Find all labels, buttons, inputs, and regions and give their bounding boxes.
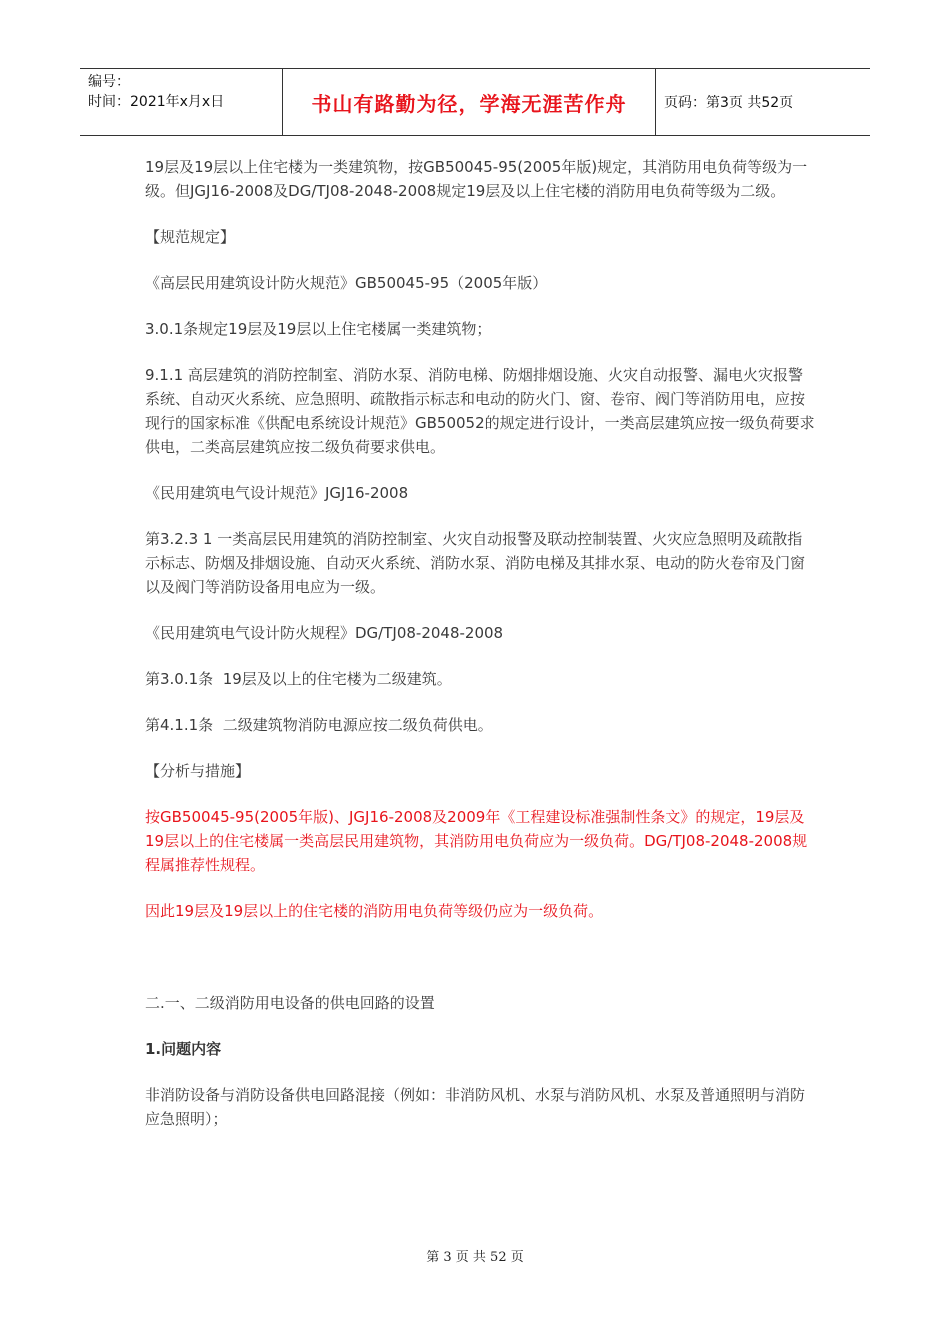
page-footer: 第 3 页 共 52 页 xyxy=(426,1250,524,1265)
document-number-label: 编号： xyxy=(88,74,130,90)
header-meta xyxy=(80,69,282,135)
page-header xyxy=(80,68,870,136)
clause-paragraph: 第3.0.1条 19层及以上的住宅楼为二级建筑。 xyxy=(145,670,452,688)
subsection-heading: 1.问题内容 xyxy=(145,1040,222,1058)
document-body xyxy=(145,155,815,1153)
header-page-info: 页码：第3页 共52页 xyxy=(664,95,794,111)
standard-title: 《民用建筑电气设计防火规程》DG/TJ08-2048-2008 xyxy=(145,624,504,642)
section-heading-regulations: 【规范规定】 xyxy=(145,228,236,246)
standard-title: 《民用建筑电气设计规范》JGJ16-2008 xyxy=(145,484,409,502)
standard-title: 《高层民用建筑设计防火规范》GB50045-95（2005年版） xyxy=(145,274,548,292)
conclusion-paragraph: 因此19层及19层以上的住宅楼的消防用电负荷等级仍应为一级负荷。 xyxy=(145,902,604,920)
clause-paragraph: 第3.2.3 1 一类高层民用建筑的消防控制室、火灾自动报警及联动控制装置、火灾应急照明及疏散指示标志、防烟及排烟设施、自动灭火系统、消防水泵、消防电梯及其排水泵、电动的防火卷帘及门窗以及阀门等消防设备用电应为一级。 xyxy=(145,530,806,596)
clause-paragraph: 3.0.1条规定19层及19层以上住宅楼属一类建筑物； xyxy=(145,320,492,338)
header-motto: 书山有路勤为径，学海无涯苦作舟 xyxy=(282,69,656,135)
clause-paragraph: 第4.1.1条 二级建筑物消防电源应按二级负荷供电。 xyxy=(145,716,493,734)
body-paragraph: 非消防设备与消防设备供电回路混接（例如：非消防风机、水泵与消防风机、水泵及普通照明与消防应急照明）； xyxy=(145,1086,806,1128)
document-date-label: 时间：2021年x月x日 xyxy=(88,94,225,110)
clause-paragraph: 9.1.1 高层建筑的消防控制室、消防水泵、消防电梯、防烟排烟设施、火灾自动报警、漏电火灾报警系统、自动灭火系统、应急照明、疏散指示标志和电动的防火门、窗、卷帘、阀门等消防用电，应按现行的国家标准《供配电系统设计规范》GB50052的规定进行设计，一类高层建筑应按一级负荷要求供电，二类高层建筑应按二级负荷要求供电。 xyxy=(145,366,815,456)
section-heading-circuits: 二.一、二级消防用电设备的供电回路的设置 xyxy=(145,994,435,1012)
analysis-paragraph: 按GB50045-95(2005年版)、JGJ16-2008及2009年《工程建设标准强制性条文》的规定，19层及19层以上的住宅楼属一类高层民用建筑物，其消防用电负荷应为一级负荷。DG/TJ08-2048-2008规程属推荐性规程。 xyxy=(145,808,808,874)
section-heading-analysis: 【分析与措施】 xyxy=(145,762,251,780)
body-paragraph: 19层及19层以上住宅楼为一类建筑物，按GB50045-95(2005年版)规定，其消防用电负荷等级为一级。但JGJ16-2008及DG/TJ08-2048-2008规定19层及以上住宅楼的消防用电负荷等级为二级。 xyxy=(145,158,808,200)
